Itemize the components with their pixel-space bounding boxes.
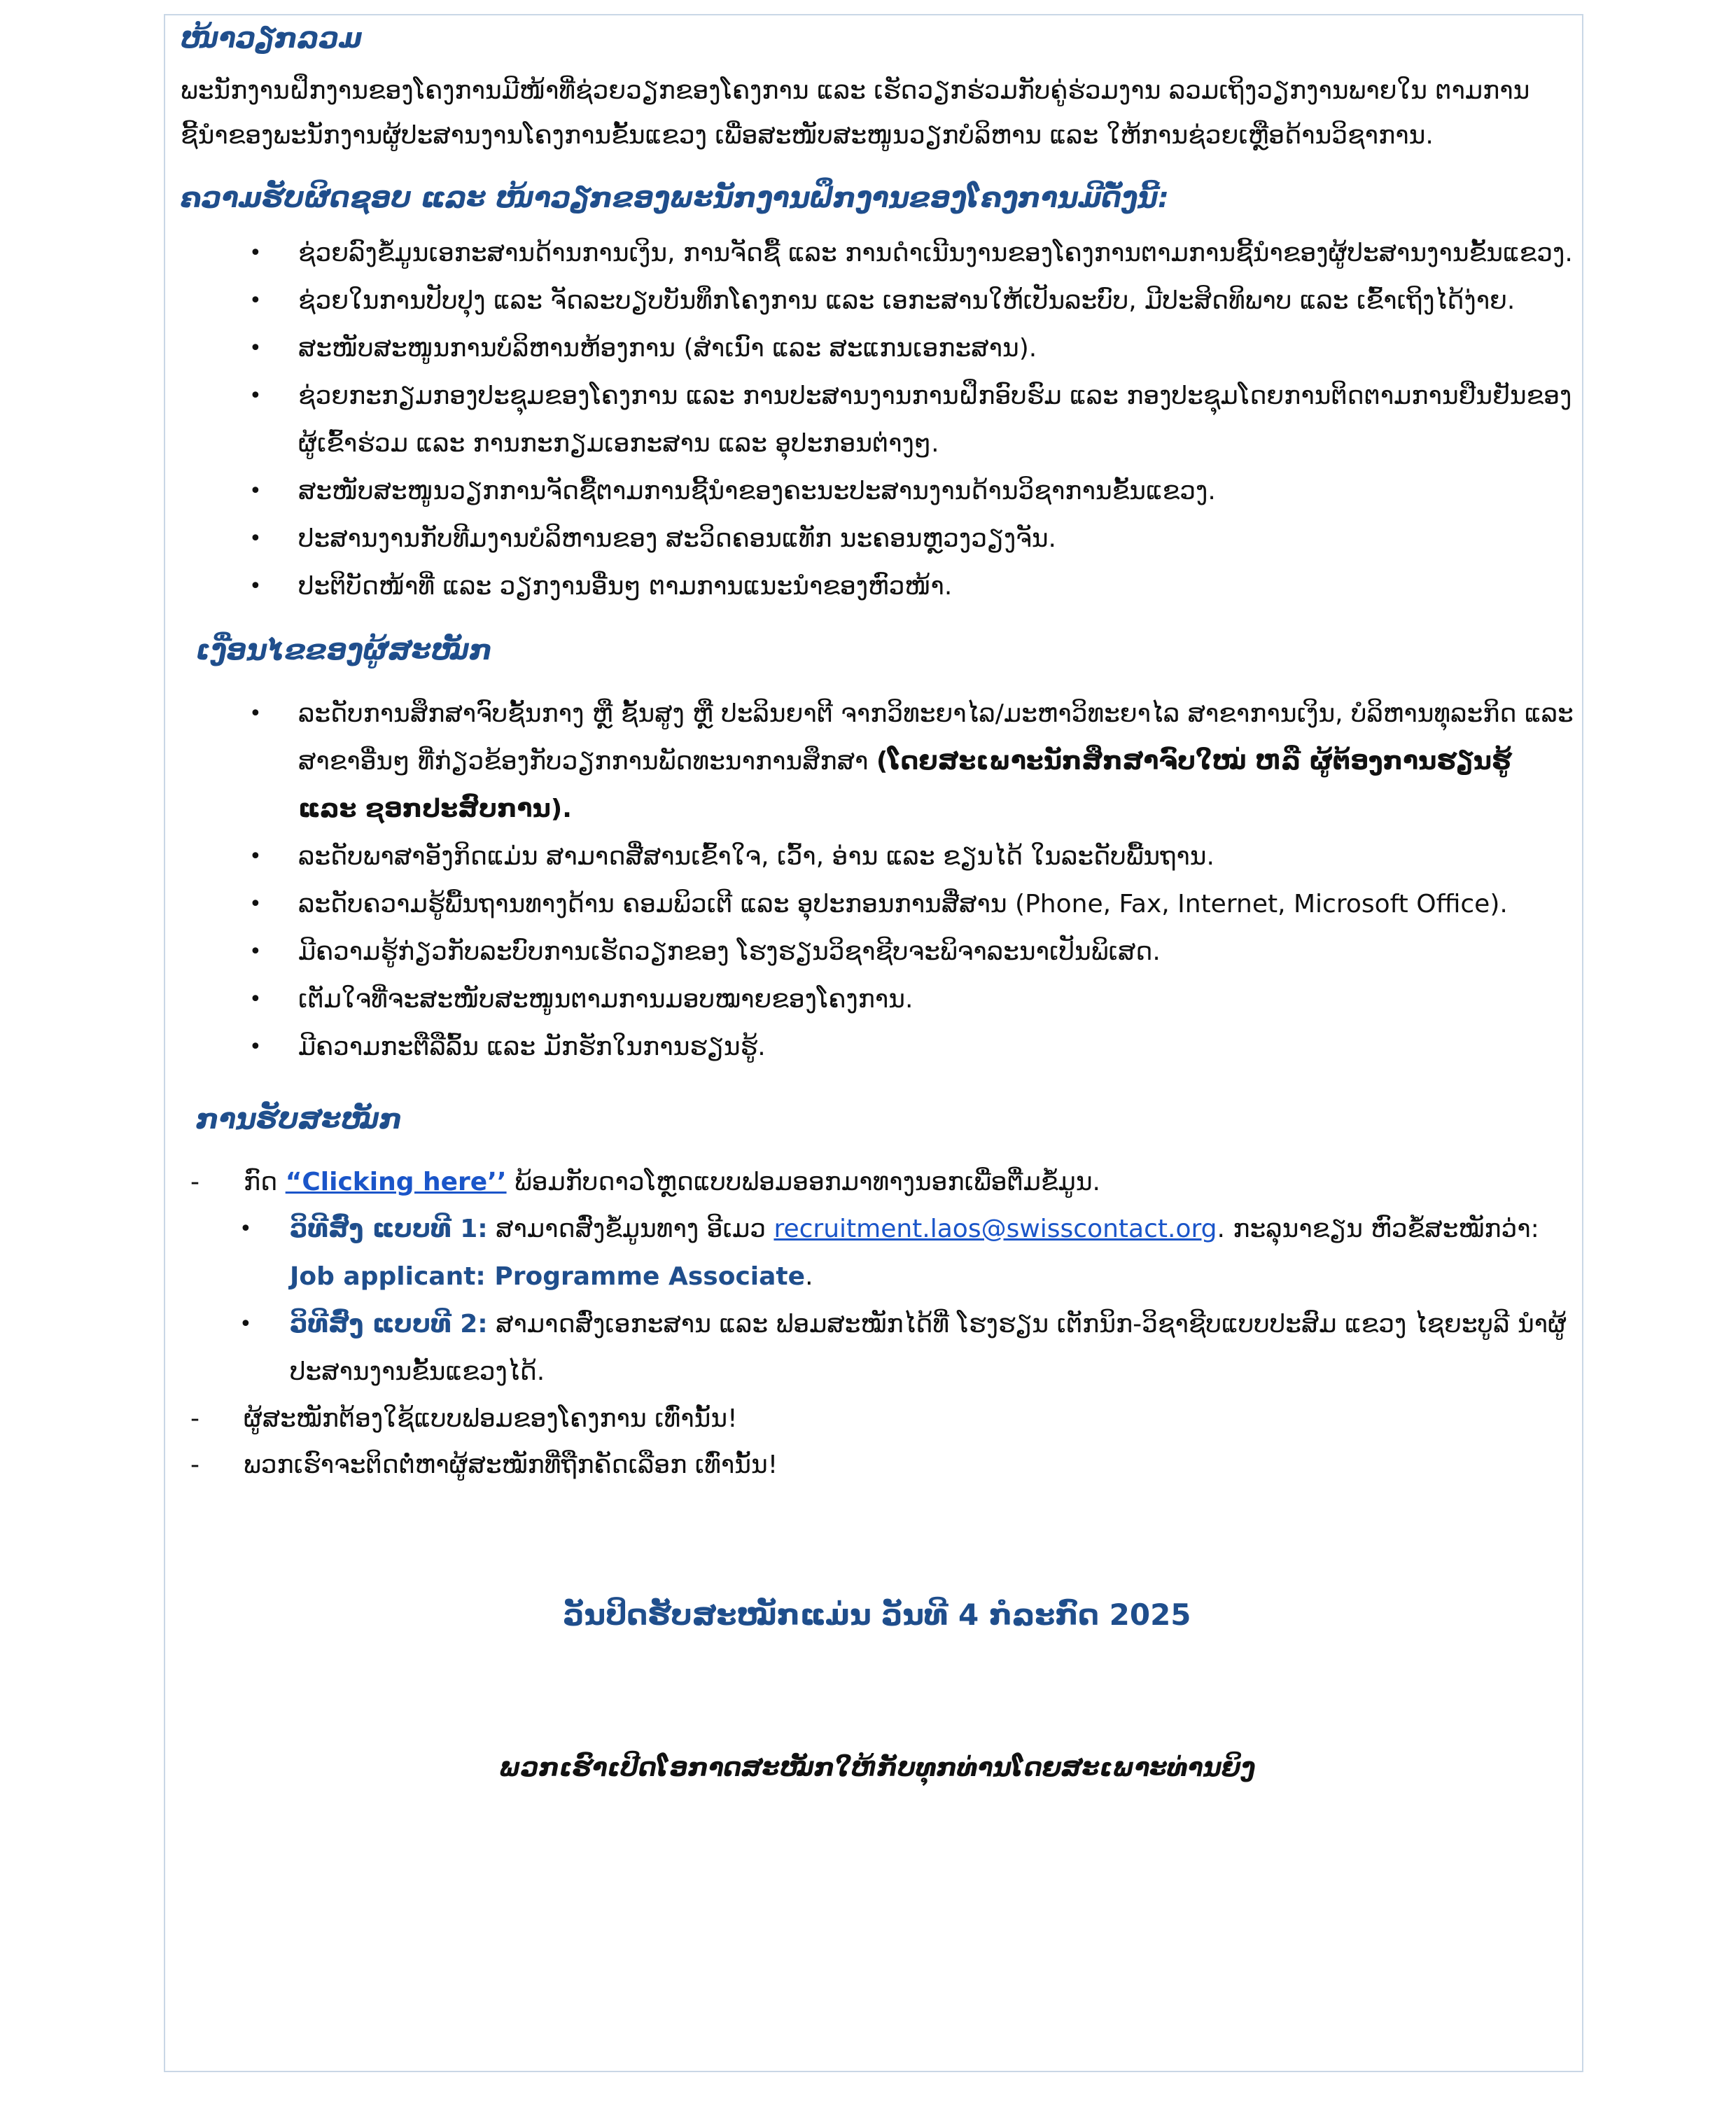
list-item: • ຊ່ວຍໃນການປັບປຸງ ແລະ ຈັດລະບຽບບັນທຶກໂຄງການ ແລະ ເອກະສານໃຫ້ເປັນລະບົບ, ມີປະສິດທິພາບ ແລະ ເຂົ້າເຖິງໄດ້ງ່າຍ. xyxy=(181,277,1574,325)
submission-method-2: • ວິທີສົ່ງ ແບບທີ 2: ສາມາດສົ່ງເອກະສານ ແລະ ຟອມສະໝັກໄດ້ທີ່ ໂຮງຮຽນ ເຕັກນິກ-ວິຊາຊີບແບບປະສົມ ແຂວງ ໄຊຍະບູລີ ນຳຜູ້ປະສານງານຂັ້ນແຂວງໄດ້. xyxy=(181,1301,1574,1396)
bullet-icon: • xyxy=(249,479,262,503)
section-heading-responsibilities: ຄວາມຮັບຜິດຊອບ ແລະ ໜ້າວຽກຂອງພະນັກງານຝຶກງານຂອງໂຄງການມີດັ່ງນີ້: xyxy=(181,182,1170,214)
list-item: • ລະດັບຄວາມຮູ້ພື້ນຖານທາງດ້ານ ຄອມພິວເຕີ ແລະ ອຸປະກອນການສື່ສານ (Phone, Fax, Internet, Microsoft Office). xyxy=(181,881,1574,928)
list-item: • ມີຄວາມຮູ້ກ່ຽວກັບລະບົບການເຮັດວຽກຂອງ ໂຮງຮຽນວິຊາຊີບຈະພິຈາລະນາເປັນພິເສດ. xyxy=(181,928,1574,976)
bullet-icon: • xyxy=(249,1035,262,1059)
bullet-icon: • xyxy=(249,288,262,313)
application-note-form: - ຜູ້ສະໝັກຕ້ອງໃຊ້ແບບຟອມຂອງໂຄງການ ເທົ່ານັ້ນ! xyxy=(181,1396,1574,1442)
bullet-icon: • xyxy=(249,844,262,869)
section-heading-application: ການຮັບສະໝັກ xyxy=(196,1103,402,1136)
responsibilities-list xyxy=(181,230,1574,610)
list-item: • ລະດັບພາສາອັງກິດແມ່ນ ສາມາດສື່ສານເຂົ້າໃຈ, ເວົ້າ, ອ່ານ ແລະ ຂຽນໄດ້ ໃນລະດັບພື້ນຖານ. xyxy=(181,833,1574,881)
list-item: • ປະຕິບັດໜ້າທີ່ ແລະ ວຽກງານອື່ນໆ ຕາມການແນະນຳຂອງຫົວໜ້າ. xyxy=(181,563,1574,610)
bullet-icon: • xyxy=(249,939,262,964)
document-body xyxy=(181,14,1574,1488)
section-heading-qualifications: ເງື່ອນໄຂຂອງຜູ້ສະໝັກ xyxy=(196,634,493,666)
list-item: • ເຕັມໃຈທີ່ຈະສະໜັບສະໜູນຕາມການມອບໝາຍຂອງໂຄງການ. xyxy=(181,976,1574,1023)
list-item: • ສະໜັບສະໜູນວຽກການຈັດຊື້ຕາມການຊີ້ນຳຂອງຄະນະປະສານງານດ້ານວິຊາການຂັ້ນແຂວງ. xyxy=(181,468,1574,515)
list-item: • ສະໜັບສະໜູນການບໍລິຫານຫ້ອງການ (ສຳເນົາ ແລະ ສະແກນເອກະສານ). xyxy=(181,325,1574,372)
dash-icon: - xyxy=(190,1404,200,1433)
bullet-icon: • xyxy=(239,1312,252,1336)
email-link[interactable]: recruitment.laos@swisscontact.org xyxy=(774,1215,1217,1243)
bullet-icon: • xyxy=(249,892,262,916)
bullet-icon: • xyxy=(249,384,262,408)
section-heading-overview: ໜ້າວຽກລວມ xyxy=(181,22,363,55)
list-item: • ຊ່ວຍລົງຂໍ້ມູນເອກະສານດ້ານການເງິນ, ການຈັດຊື້ ແລະ ການດຳເນີນງານຂອງໂຄງການຕາມການຊີ້ນຳຂອງຜູ້ປະສານງານຂັ້ນແຂວງ. xyxy=(181,230,1574,277)
qualifications-list xyxy=(181,690,1574,1071)
footer-note: ພວກເຮົາເປີດໂອກາດສະໝັກໃຫ້ກັບທຸກທ່ານໂດຍສະເພາະທ່ານຍິງ xyxy=(498,1754,1256,1782)
bullet-icon: • xyxy=(239,1217,252,1241)
submission-method-1: • ວິທີສົ່ງ ແບບທີ 1: ສາມາດສົ່ງຂໍ້ມູນທາງ ອີເມວ recruitment.laos@swisscontact.org. ກະລຸນາຂຽນ ຫົວຂໍ້ສະໝັກວ່າ: Job applicant: Programme Associate. xyxy=(181,1206,1574,1301)
bullet-icon: • xyxy=(249,987,262,1012)
application-note-contact: - ພວກເຮົາຈະຕິດຕໍ່ຫາຜູ້ສະໝັກທີ່ຖືກຄັດເລືອກ ເທົ່ານັ້ນ! xyxy=(181,1442,1574,1488)
list-item: • ມີຄວາມກະຕືລືລົ້ນ ແລະ ມັກຮັກໃນການຮຽນຮູ້. xyxy=(181,1023,1574,1071)
clicking-here-link[interactable]: “Clicking here’’ xyxy=(285,1168,507,1196)
bullet-icon: • xyxy=(249,336,262,361)
bullet-icon: • xyxy=(249,241,262,265)
submission-methods-list xyxy=(181,1206,1574,1396)
overview-paragraph: ພະນັກງານຝຶກງານຂອງໂຄງການມີໜ້າທີ່ຊ່ວຍວຽກຂອງໂຄງການ ແລະ ເຮັດວຽກຮ່ວມກັບຄູ່ຮ່ວມງານ ລວມເຖິງວຽກງານພາຍໃນ ຕາມການຊີ້ນຳຂອງພະນັກງານຜູ້ປະສານງານໂຄງການຂັ້ນແຂວງ ເພື່ອສະໜັບສະໜູນວຽກບໍລິຫານ ແລະ ໃຫ້ການຊ່ວຍເຫຼືອດ້ານວິຊາການ. xyxy=(181,76,1530,150)
bullet-icon: • xyxy=(249,526,262,551)
dash-icon: - xyxy=(190,1451,200,1479)
job-subject-text: Job applicant: Programme Associate xyxy=(290,1262,806,1291)
application-step-1: - ກົດ “Clicking here’’ ພ້ອມກັບດາວໂຫຼດແບບຟອມອອກມາທາງນອກເພື່ອຕື່ມຂໍ້ມູນ. xyxy=(181,1159,1574,1206)
dash-icon: - xyxy=(190,1168,200,1196)
deadline-text: ວັນປິດຮັບສະໝັກແມ່ນ ວັນທີ 4 ກໍລະກົດ 2025 xyxy=(563,1598,1191,1632)
bullet-icon: • xyxy=(249,574,262,599)
bullet-icon: • xyxy=(249,701,262,726)
list-item: • ຊ່ວຍກະກຽມກອງປະຊຸມຂອງໂຄງການ ແລະ ການປະສານງານການຝຶກອົບຮົມ ແລະ ກອງປະຊຸມໂດຍການຕິດຕາມການຢືນຢັນຂອງຜູ້ເຂົ້າຮ່ວມ ແລະ ການກະກຽມເອກະສານ ແລະ ອຸປະກອນຕ່າງໆ. xyxy=(181,372,1574,468)
list-item: • ລະດັບການສຶກສາຈົບຊັ້ນກາງ ຫຼື ຊັ້ນສູງ ຫຼື ປະລິນຍາຕີ ຈາກວິທະຍາໄລ/ມະຫາວິທະຍາໄລ ສາຂາການເງິນ, ບໍລິຫານທຸລະກິດ ແລະ ສາຂາອື່ນໆ ທີ່ກ່ຽວຂ້ອງກັບວຽກການພັດທະນາການສຶກສາ (ໂດຍສະເພາະນັກສຶກສາຈົບໃໝ່ ຫລື ຜູ້ຕ້ອງການຮຽນຮູ້ ແລະ ຊອກປະສົບການ). xyxy=(181,690,1574,833)
list-item: • ປະສານງານກັບທີມງານບໍລິຫານຂອງ ສະວິດຄອນແທັກ ນະຄອນຫຼວງວຽງຈັນ. xyxy=(181,515,1574,563)
